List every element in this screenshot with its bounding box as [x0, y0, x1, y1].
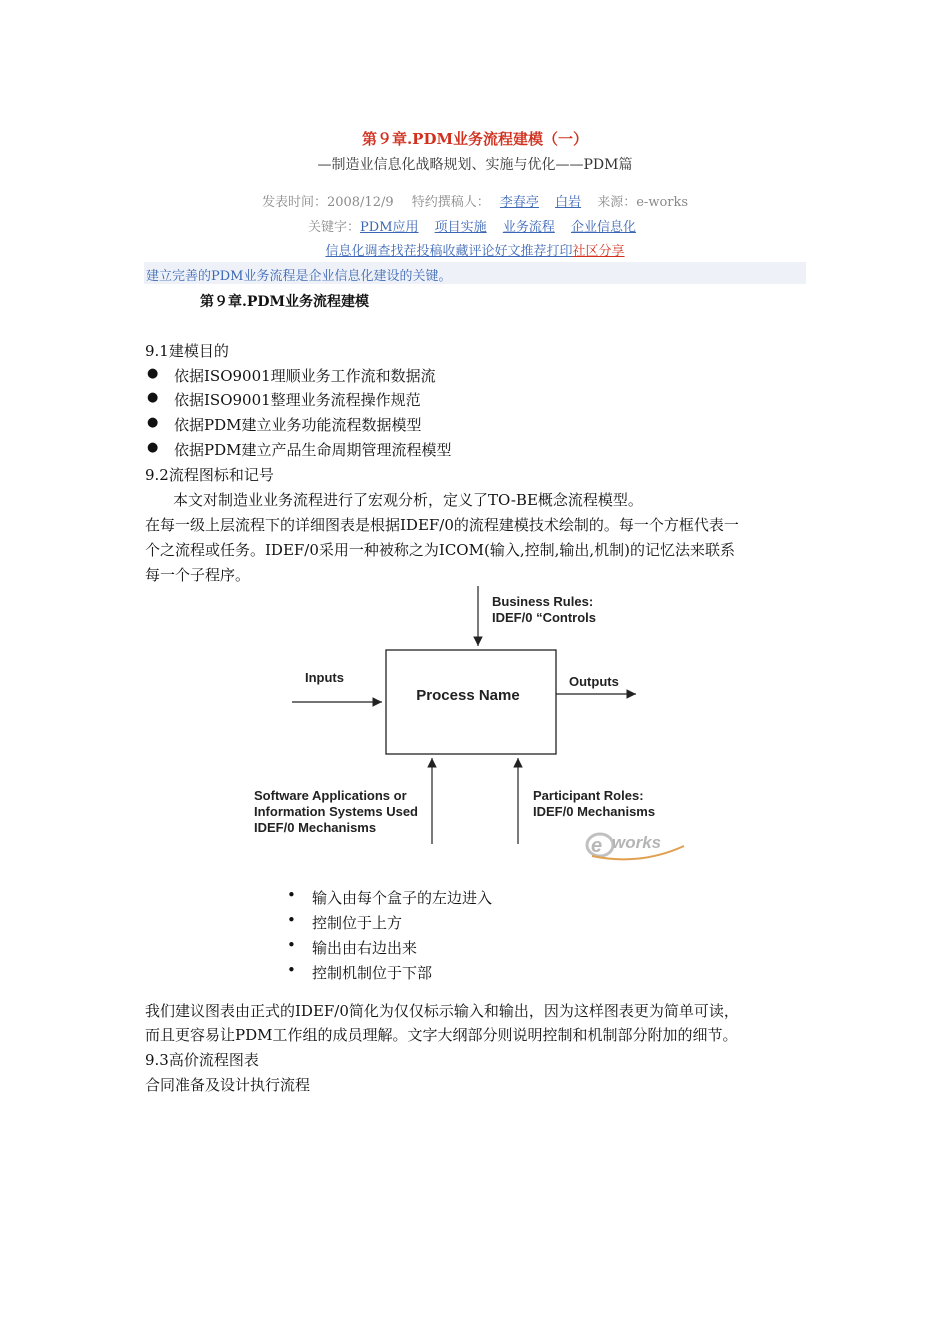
- link-find-errors[interactable]: 找茬: [390, 244, 417, 259]
- keyword-link-process[interactable]: 业务流程: [502, 220, 555, 235]
- author-link-1[interactable]: 李春亭: [499, 195, 539, 210]
- link-survey[interactable]: 信息化调查: [325, 244, 391, 259]
- chapter-heading: 第９章.PDM业务流程建模: [200, 294, 370, 310]
- paragraph-line: 个之流程或任务。IDEF/0采用一种被称之为ICOM(输入,控制,输出,机制)的记忆法来联系: [145, 541, 735, 559]
- article-subtitle: —制造业信息化战略规划、实施与优化——PDM篇: [317, 157, 633, 173]
- participant-label-line-1: Participant Roles:: [533, 788, 644, 803]
- keywords-label: 关键字：: [308, 220, 361, 235]
- controls-label-line-2: IDEF/0 “Controls: [492, 610, 597, 625]
- paragraph-line: 而且更容易让PDM工作组的成员理解。文字大纲部分则说明控制和机制部分附加的细节。: [145, 1026, 738, 1044]
- bullet-dot: ●: [147, 366, 159, 381]
- paragraph-line: 合同准备及设计执行流程: [145, 1076, 311, 1094]
- section-heading-9-2: 9.2流程图标和记号: [145, 466, 274, 484]
- author-label: 特约撰稿人：: [411, 195, 490, 210]
- list-item: 依据ISO9001整理业务流程操作规范: [174, 391, 421, 409]
- process-name-label: Process Name: [416, 687, 520, 704]
- software-label-line-1: Software Applications or: [254, 788, 407, 803]
- paragraph-line: 每一个子程序。: [145, 566, 251, 584]
- list-item: 依据PDM建立产品生命周期管理流程模型: [174, 441, 452, 459]
- keyword-link-project[interactable]: 项目实施: [434, 220, 487, 235]
- bullet-dot: •: [287, 911, 296, 929]
- bullet-dot: ●: [147, 415, 159, 430]
- svg-text:e: e: [591, 835, 603, 857]
- paragraph-line: 我们建议图表由正式的IDEF/0简化为仅仅标示输入和输出，因为这样图表更为简单可读，: [145, 1002, 739, 1020]
- list-item: 依据ISO9001理顺业务工作流和数据流: [174, 367, 436, 385]
- publish-date: 发表时间：2008/12/9: [261, 195, 394, 210]
- controls-label-line-1: Business Rules:: [492, 594, 594, 609]
- list-item: 控制位于上方: [312, 914, 403, 932]
- link-community-share[interactable]: 社区分享: [572, 244, 625, 259]
- link-comment[interactable]: 评论: [468, 244, 495, 259]
- paragraph-line: 在每一级上层流程下的详细图表是根据IDEF/0的流程建模技术绘制的。每一个方框代表一: [145, 516, 739, 534]
- list-item: 输出由右边出来: [312, 939, 418, 957]
- paragraph: 本文对制造业业务流程进行了宏观分析，定义了TO-BE概念流程模型。: [173, 491, 643, 509]
- link-favorite[interactable]: 收藏: [442, 244, 469, 259]
- outputs-label: Outputs: [569, 674, 619, 689]
- list-item: 控制机制位于下部: [312, 964, 433, 982]
- participant-label-line-2: IDEF/0 Mechanisms: [533, 804, 656, 819]
- eworks-logo: [587, 833, 684, 859]
- section-heading-9-3: 9.3高价流程图表: [145, 1051, 259, 1069]
- article-summary: 建立完善的PDM业务流程是企业信息化建设的关键。: [146, 269, 452, 284]
- logo-text: works: [612, 833, 662, 852]
- list-item: 依据PDM建立业务功能流程数据模型: [174, 416, 422, 434]
- software-label-line-3: IDEF/0 Mechanisms: [254, 820, 377, 835]
- bullet-dot: •: [287, 936, 296, 954]
- bullet-dot: ●: [147, 390, 159, 405]
- link-print[interactable]: 打印: [546, 244, 573, 259]
- software-label-line-2: Information Systems Used: [254, 804, 418, 819]
- section-heading-9-1: 9.1建模目的: [145, 342, 229, 360]
- bullet-dot: ●: [147, 440, 159, 455]
- link-recommend[interactable]: 好文推荐: [494, 244, 547, 259]
- keyword-link-enterprise[interactable]: 企业信息化: [570, 220, 636, 235]
- bullet-dot: •: [287, 961, 296, 979]
- source-label: 来源：e-works: [597, 195, 689, 210]
- list-item: 输入由每个盒子的左边进入: [312, 889, 493, 907]
- inputs-label: Inputs: [305, 670, 344, 685]
- article-title: 第９章.PDM业务流程建模（一）: [361, 130, 589, 148]
- author-link-2[interactable]: 白岩: [555, 195, 582, 210]
- keyword-link-pdm[interactable]: PDM应用: [360, 220, 419, 235]
- bullet-dot: •: [287, 886, 296, 904]
- link-submit[interactable]: 投稿: [416, 244, 443, 259]
